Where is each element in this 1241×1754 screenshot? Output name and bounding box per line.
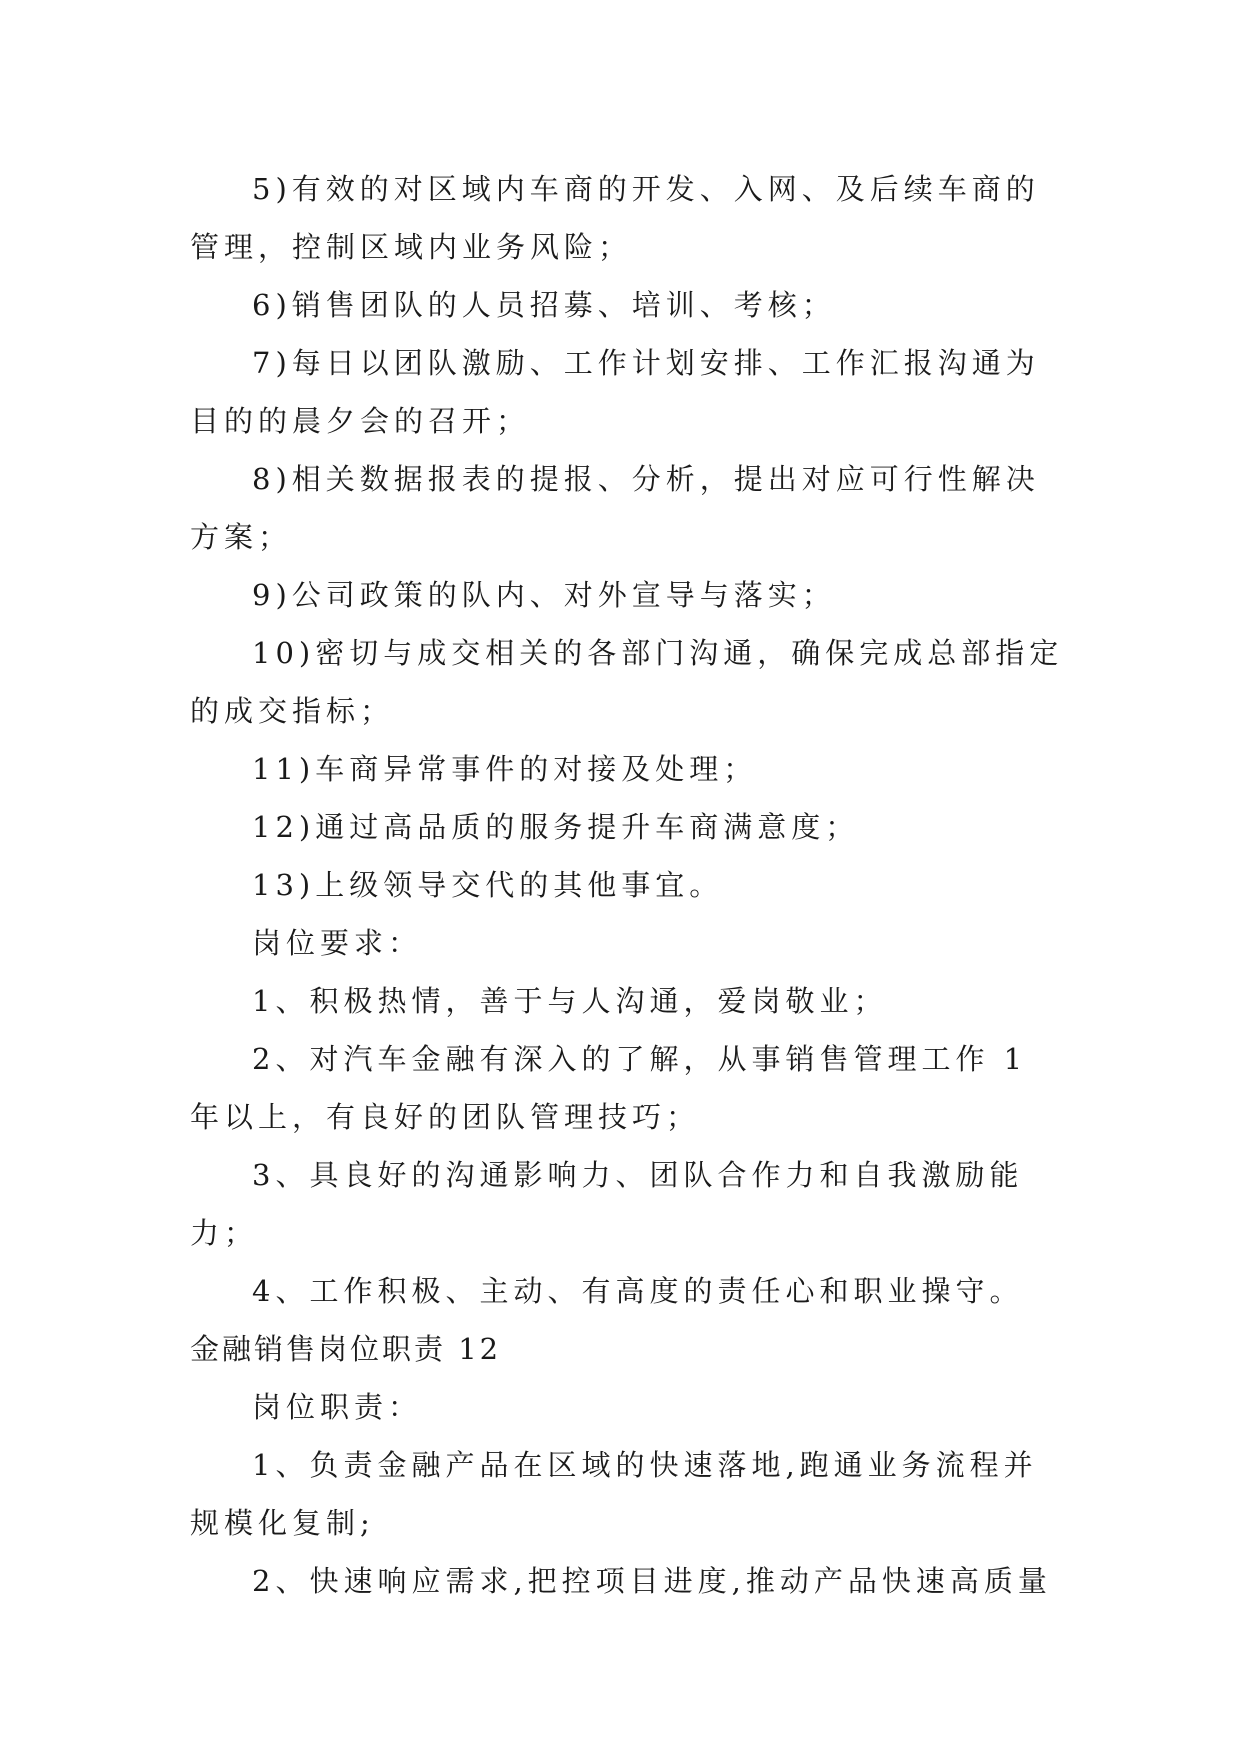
- paragraph-item-6: 6)销售团队的人员招募、培训、考核；: [252, 288, 836, 322]
- paragraph-item-12: 12)通过高品质的服务提升车商满意度；: [252, 810, 860, 844]
- paragraph-item-5: 5)有效的对区域内车商的开发、入网、及后续车商的管理，控制区域内业务风险；: [190, 172, 1040, 264]
- paragraph-item-7: 7)每日以团队激励、工作计划安排、工作汇报沟通为目的的晨夕会的召开；: [190, 346, 1040, 438]
- section-label-requirements: 岗位要求：: [252, 926, 423, 960]
- requirement-item-3: 3、具良好的沟通影响力、团队合作力和自我激励能力；: [190, 1158, 1024, 1250]
- requirement-item-2: 2、对汽车金融有深入的了解，从事销售管理工作 1 年以上，有良好的团队管理技巧；: [190, 1042, 1028, 1134]
- duty-item-2: 2、快速响应需求,把控项目进度,推动产品快速高质量: [252, 1564, 1052, 1598]
- section-heading: 金融销售岗位职责 12: [190, 1332, 502, 1366]
- document-body: [190, 160, 1070, 1610]
- paragraph-item-8: 8)相关数据报表的提报、分析，提出对应可行性解决方案；: [190, 462, 1040, 554]
- requirement-item-1: 1、积极热情，善于与人沟通，爱岗敬业；: [252, 984, 888, 1018]
- requirement-item-4: 4、工作积极、主动、有高度的责任心和职业操守。: [252, 1274, 1024, 1308]
- paragraph-item-11: 11)车商异常事件的对接及处理；: [252, 752, 758, 786]
- paragraph-item-9: 9)公司政策的队内、对外宣导与落实；: [252, 578, 836, 612]
- paragraph-item-13: 13)上级领导交代的其他事宜。: [252, 868, 724, 902]
- paragraph-item-10: 10)密切与成交相关的各部门沟通，确保完成总部指定的成交指标；: [190, 636, 1064, 728]
- section-label-duties: 岗位职责：: [252, 1390, 423, 1424]
- duty-item-1: 1、负责金融产品在区域的快速落地,跑通业务流程并规模化复制;: [190, 1448, 1038, 1540]
